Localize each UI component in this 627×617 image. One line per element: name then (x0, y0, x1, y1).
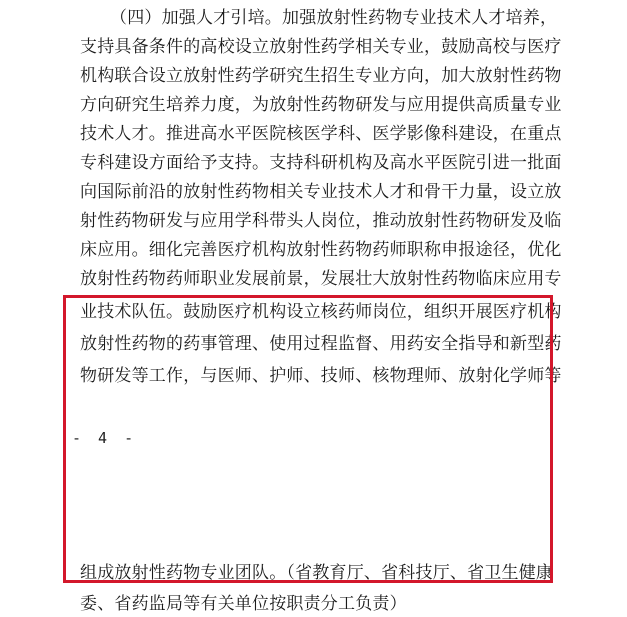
paragraph-line-13: 物研发等工作，与医师、护师、技师、核物理师、放射化学师等 (80, 366, 562, 386)
paragraph-line-11: 业技术队伍。鼓励医疗机构设立核药师岗位，组织开展医疗机构 (80, 302, 562, 322)
paragraph-line-10: 放射性药物药师职业发展前景，发展壮大放射性药物临床应用专 (80, 269, 562, 289)
paragraph-line-2: 支持具备条件的高校设立放射性药学相关专业，鼓励高校与医疗 (80, 37, 562, 57)
paragraph-line-8: 射性药物研发与应用学科带头人岗位，推动放射性药物研发及临 (80, 211, 562, 231)
paragraph-line-5: 技术人才。推进高水平医院核医学科、医学影像科建设，在重点 (80, 124, 562, 144)
paragraph-line-6: 专科建设方面给予支持。支持科研机构及高水平医院引进一批面 (80, 153, 562, 173)
page-number: - 4 - (72, 429, 138, 447)
paragraph-line-4: 方向研究生培养力度，为放射性药物研发与应用提供高质量专业 (80, 95, 562, 115)
continuation-line-1: 组成放射性药物专业团队。（省教育厅、省科技厅、省卫生健康 (80, 563, 554, 583)
paragraph-line-12: 放射性药物的药事管理、使用过程监督、用药安全指导和新型药 (80, 334, 562, 354)
paragraph-line-7: 向国际前沿的放射性药物相关专业技术人才和骨干力量，设立放 (80, 182, 562, 202)
paragraph-line-1: （四）加强人才引培。加强放射性药物专业技术人才培养， (110, 8, 558, 28)
paragraph-line-3: 机构联合设立放射性药学研究生招生专业方向，加大放射性药物 (80, 66, 562, 86)
continuation-line-2: 委、省药监局等有关单位按职责分工负责） (80, 594, 407, 614)
paragraph-line-9: 床应用。细化完善医疗机构放射性药物药师职称申报途径，优化 (80, 240, 562, 260)
